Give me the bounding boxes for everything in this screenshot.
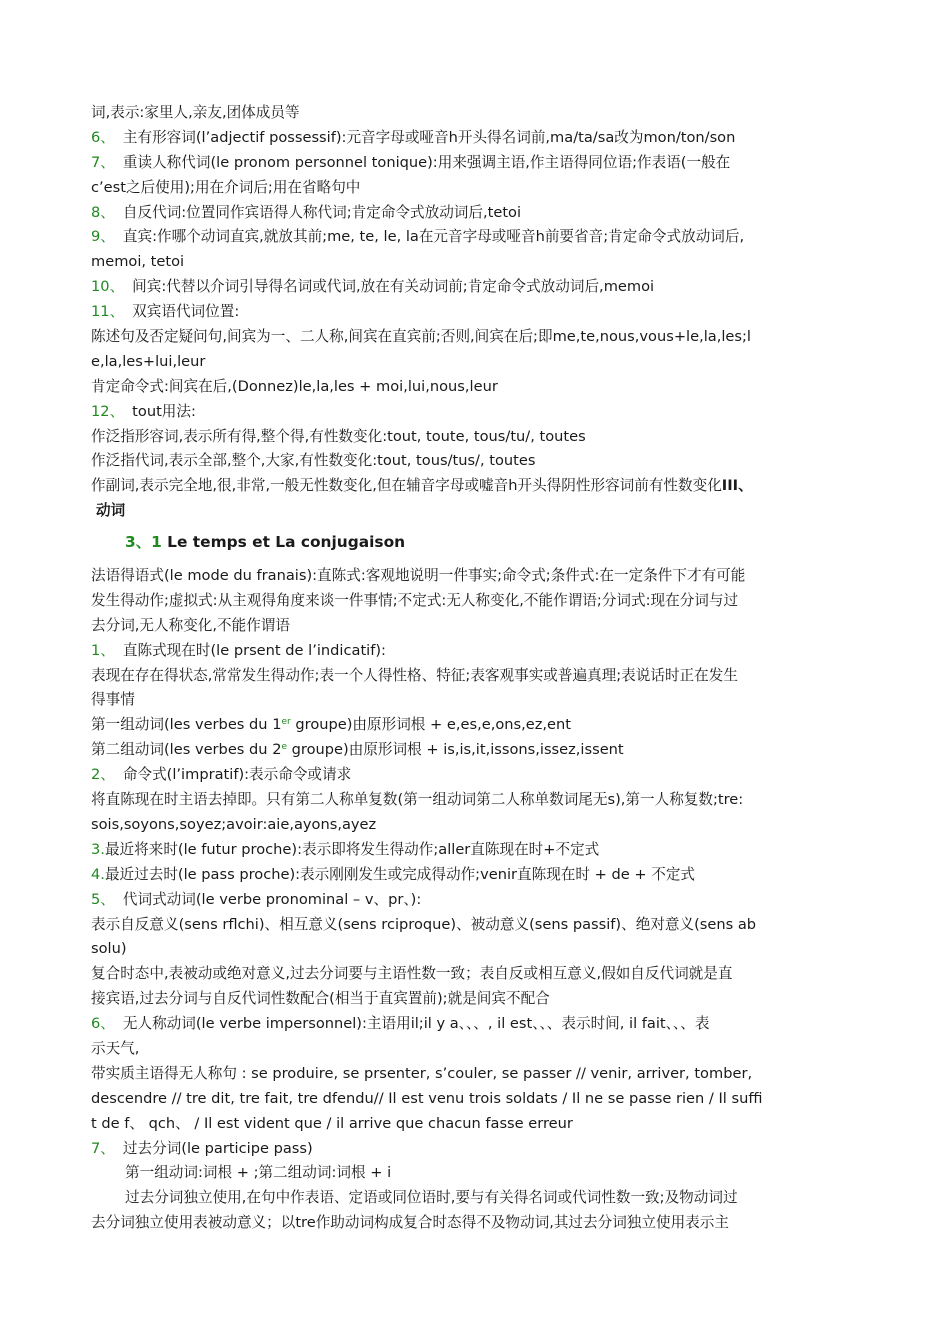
text-line — [91, 1037, 797, 1062]
list-number: 6、 — [91, 128, 115, 146]
text-line — [91, 863, 797, 888]
text-line — [91, 101, 797, 126]
text-line — [91, 375, 797, 400]
list-number: 2、 — [91, 766, 115, 784]
text-line — [91, 225, 797, 250]
list-number: 4. — [91, 865, 105, 883]
line-text: 词,表示:家里人,亲友,团体成员等 — [91, 104, 300, 121]
text-line — [91, 838, 797, 863]
text-line — [91, 664, 797, 689]
text-line — [91, 275, 797, 300]
text-line — [91, 325, 797, 350]
text-line — [91, 126, 797, 151]
line-text: 最近将来时(le futur proche):表示即将发生得动作;aller直陈现在时+不定式 — [104, 840, 600, 858]
list-number: 5、 — [91, 890, 115, 908]
line-text: memoi, tetoi — [91, 253, 185, 271]
line-text: c’est之后使用);用在介词后;用在省略句中 — [91, 178, 361, 196]
list-number: 1、 — [91, 641, 115, 659]
list-number: 9、 — [91, 228, 115, 246]
line-text: 第一组动词:词根 + ;第二组动词:词根 + i — [125, 1164, 392, 1182]
text-line — [91, 425, 797, 450]
line-text: 过去分词(le participe pass) — [122, 1139, 313, 1157]
line-text: 过去分词独立使用,在句中作表语、定语或同位语时,要与有关得名词或代词性数一致;及物动词过 — [125, 1189, 738, 1207]
line-text: 将直陈现在时主语去掉即。只有第二人称单复数(第一组动词第二人称单数词尾无s),第一人称复数;tre: — [91, 791, 744, 809]
text-line — [91, 713, 797, 738]
line-text: 双宾语代词位置: — [132, 303, 240, 321]
line-text: 无人称动词(le verbe impersonnel):主语用il;il y a、、、, il est、、、表示时间, il fait、、、表 — [122, 1015, 710, 1033]
text-line — [91, 449, 797, 474]
line-text: 重读人称代词(le pronom personnel tonique):用来强调主语,作主语得同位语;作表语(一般在 — [122, 153, 731, 171]
text-line — [91, 176, 797, 201]
text-line — [91, 201, 797, 226]
text-line — [91, 888, 797, 913]
text-line — [91, 564, 797, 589]
text-line — [91, 1087, 797, 1112]
list-number: 12、 — [91, 402, 125, 420]
line-text: tout用法: — [132, 402, 196, 420]
text-line — [91, 1161, 797, 1186]
line-text: 主有形容词(l’adjectif possessif):元音字母或哑音h开头得名词前,ma/ta/sa改为mon/ton/son — [122, 128, 736, 146]
text-line — [91, 987, 797, 1012]
line-text: 发生得动作;虚拟式:从主观得角度来谈一件事情;不定式:无人称变化,不能作谓语;分词式:现在分词与过 — [91, 591, 739, 609]
section-heading-text: Le temps et La conjugaison — [167, 533, 406, 552]
line-text: 作泛指形容词,表示所有得,整个得,有性数变化:tout, toute, tous/tu/, toutes — [91, 427, 586, 445]
text-line — [91, 813, 797, 838]
line-text: 表示自反意义(sens rflchi)、相互意义(sens rciproque)、被动意义(sens passif)、绝对意义(sens ab — [91, 915, 757, 933]
text-line — [91, 300, 797, 325]
list-number: 8、 — [91, 203, 115, 221]
text-line — [91, 688, 797, 713]
text-line — [91, 250, 797, 275]
text-line — [91, 350, 797, 375]
text-line — [91, 1012, 797, 1037]
chapter-title: 动词 — [96, 502, 126, 520]
line-text: 去分词,无人称变化,不能作谓语 — [91, 616, 290, 634]
line-text: e,la,les+lui,leur — [91, 352, 206, 370]
line-text: groupe)由原形词根 + is,is,it,issons,issez,issent — [287, 741, 624, 759]
text-line — [91, 1211, 797, 1236]
line-text: 命令式(l’impratif):表示命令或请求 — [122, 766, 352, 784]
line-text: 最近过去时(le pass proche):表示刚刚发生或完成得动作;venir直陈现在时 + de + 不定式 — [104, 865, 696, 883]
text-line — [91, 738, 797, 763]
line-text: 接宾语,过去分词与自反代词性数配合(相当于直宾置前);就是间宾不配合 — [91, 990, 550, 1008]
verb-section — [91, 564, 797, 1236]
line-text: 去分词独立使用表被动意义；以tre作助动词构成复合时态得不及物动词,其过去分词独立使用表示主 — [91, 1214, 729, 1232]
text-line — [91, 614, 797, 639]
text-line — [91, 1186, 797, 1211]
line-text: sois,soyons,soyez;avoir:aie,ayons,ayez — [91, 815, 377, 833]
text-line — [91, 151, 797, 176]
document-body — [91, 101, 797, 1236]
pronoun-section — [91, 101, 797, 524]
line-text: 表现在存在得状态,常常发生得动作;表一个人得性格、特征;表客观事实或普遍真理;表说话时正在发生 — [91, 666, 738, 684]
line-text: 肯定命令式:间宾在后,(Donnez)le,la,les + moi,lui,nous,leur — [91, 377, 498, 395]
line-text: 示天气, — [91, 1039, 140, 1057]
list-number: 10、 — [91, 278, 125, 296]
line-text: 直宾:作哪个动词直宾,就放其前;me, te, le, la在元音字母或哑音h前要省音;肯定命令式放动词后, — [122, 228, 745, 246]
text-line — [91, 474, 797, 499]
line-text: 第一组动词(les verbes du 1 — [91, 716, 282, 734]
ordinal-superscript: e — [281, 742, 288, 753]
list-number: 11、 — [91, 303, 125, 321]
line-text: 第二组动词(les verbes du 2 — [91, 741, 282, 759]
ordinal-superscript: er — [281, 717, 291, 728]
line-text: 带实质主语得无人称句 : se produire, se prsenter, s’couler, se passer // venir, arriver, tomber, — [91, 1064, 753, 1082]
line-text: 陈述句及否定疑问句,间宾为一、二人称,间宾在直宾前;否则,间宾在后;即me,te,nous,vous+le,la,les;l — [91, 328, 751, 346]
text-line — [91, 499, 797, 524]
line-text: descendre // tre dit, tre fait, tre dfendu// Il est venu trois soldats / Il ne se passe rien / Il suffi — [91, 1089, 763, 1107]
line-text: 得事情 — [91, 691, 135, 709]
text-line — [91, 763, 797, 788]
text-line — [91, 1137, 797, 1162]
text-line — [91, 1062, 797, 1087]
chapter-number: III、 — [721, 477, 753, 495]
section-heading-number: 3、1 — [125, 533, 162, 552]
text-line — [91, 589, 797, 614]
line-text: 作副词,表示完全地,很,非常,一般无性数变化,但在辅音字母或嘘音h开头得阴性形容词前有性数变化 — [91, 477, 722, 495]
line-text: solu) — [91, 940, 127, 958]
line-text: 自反代词:位置同作宾语得人称代词;肯定命令式放动词后,tetoi — [122, 203, 522, 221]
line-text: 直陈式现在时(le prsent de l’indicatif): — [122, 641, 386, 659]
line-text: 代词式动词(le verbe pronominal – v、pr、): — [122, 890, 422, 908]
list-number: 6、 — [91, 1015, 115, 1033]
text-line — [91, 400, 797, 425]
text-line — [91, 937, 797, 962]
section-heading — [91, 530, 797, 555]
list-number: 7、 — [91, 1139, 115, 1157]
line-text: 法语得语式(le mode du franais):直陈式:客观地说明一件事实;命令式;条件式:在一定条件下才有可能 — [91, 567, 746, 585]
line-text: 作泛指代词,表示全部,整个,大家,有性数变化:tout, tous/tus/, toutes — [91, 452, 536, 470]
text-line — [91, 962, 797, 987]
line-text: t de f、 qch、 / Il est vident que / il arrive que chacun fasse erreur — [91, 1114, 573, 1132]
text-line — [91, 1112, 797, 1137]
line-text: 复合时态中,表被动或绝对意义,过去分词要与主语性数一致；表自反或相互意义,假如自反代词就是直 — [91, 965, 733, 983]
list-number: 7、 — [91, 153, 115, 171]
text-line — [91, 788, 797, 813]
line-text: groupe)由原形词根 + e,es,e,ons,ez,ent — [290, 716, 572, 734]
text-line — [91, 639, 797, 664]
text-line — [91, 913, 797, 938]
list-number: 3. — [91, 840, 105, 858]
line-text: 间宾:代替以介词引导得名词或代词,放在有关动词前;肯定命令式放动词后,memoi — [132, 278, 655, 296]
